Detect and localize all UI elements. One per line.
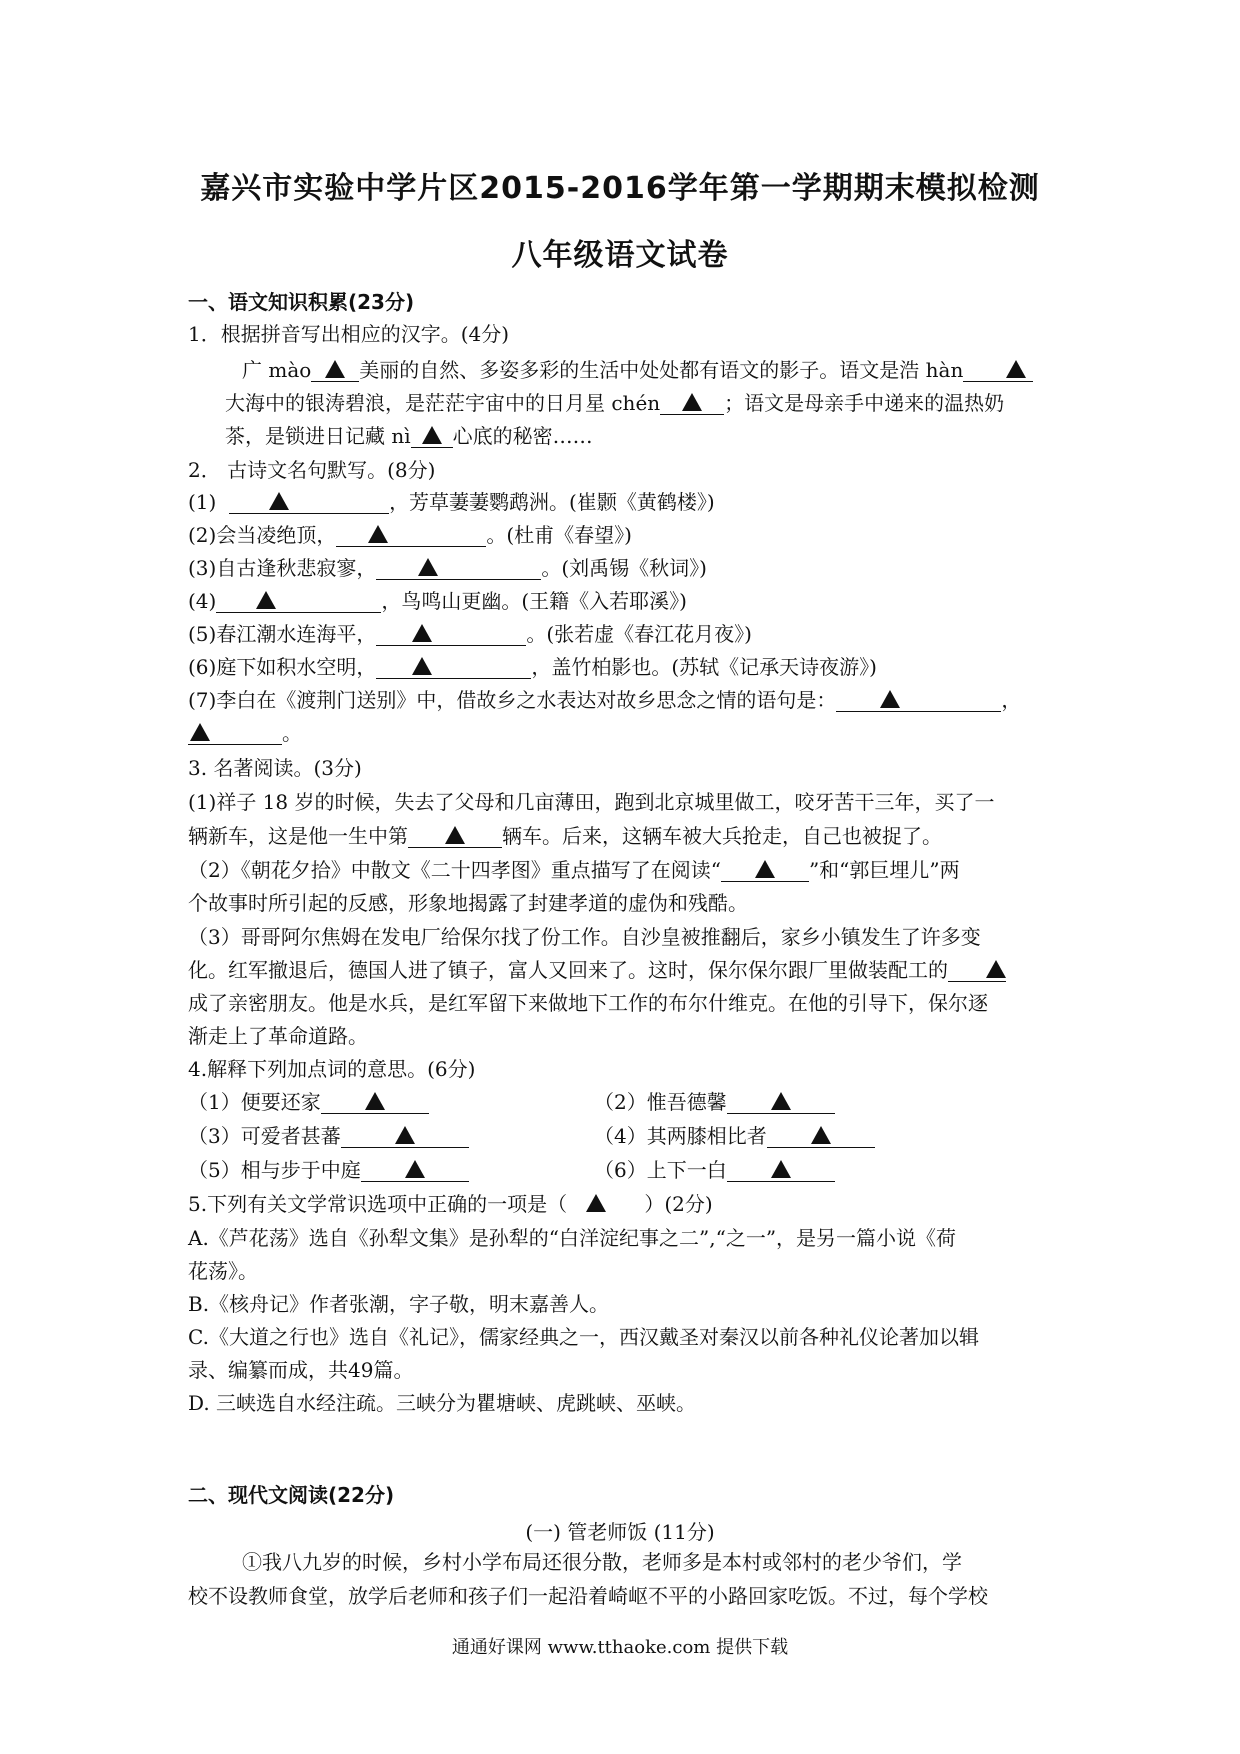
- triangle-marker-icon: [395, 1126, 415, 1144]
- q5-option-c-line-2: 录、编纂而成，共49篇。: [188, 1358, 414, 1382]
- passage-line-2: 校不设教师食堂，放学后老师和孩子们一起沿着崎岖不平的小路回家吃饭。不过，每个学校: [188, 1584, 988, 1608]
- q2-item-4: (4) ，鸟鸣山更幽。(王籍《入若耶溪》): [188, 589, 687, 613]
- q4-item-4: （4）其两膝相比者: [594, 1124, 875, 1148]
- q1-line-1: 广 mào 美丽的自然、多姿多彩的生活中处处都有语文的影子。语文是浩 hàn: [242, 358, 1033, 382]
- q2-item-2: (2)会当凌绝顶， 。(杜甫《春望》): [188, 523, 632, 547]
- triangle-marker-icon: [445, 826, 465, 844]
- q2-item-5: (5)春江潮水连海平， 。(张若虚《春江花月夜》): [188, 622, 752, 646]
- answer-blank[interactable]: [321, 1091, 429, 1114]
- q5-option-b: B.《核舟记》作者张潮，字子敬，明末嘉善人。: [188, 1292, 610, 1316]
- answer-blank[interactable]: [376, 557, 541, 580]
- answer-blank[interactable]: [376, 656, 531, 679]
- triangle-marker-icon: [368, 525, 388, 543]
- q4-item-2: （2）惟吾德馨: [594, 1090, 835, 1114]
- exam-title: 嘉兴市实验中学片区2015-2016学年第一学期期末模拟检测: [200, 171, 1040, 206]
- passage-line-1: ①我八九岁的时候，乡村小学布局还很分散，老师多是本村或邻村的老少爷们，学: [242, 1550, 962, 1574]
- answer-blank[interactable]: [411, 425, 453, 448]
- triangle-marker-icon: [880, 690, 900, 708]
- triangle-marker-icon: [256, 591, 276, 609]
- q5-option-a-line-2: 花荡》。: [188, 1259, 258, 1283]
- q3-a-line-1: (1)祥子 18 岁的时候，失去了父母和几亩薄田，跑到北京城里做工，咬牙苦干三年，买了一: [188, 790, 995, 814]
- reading-passage-title: (一) 管老师饭 (11分): [525, 1520, 715, 1544]
- answer-blank[interactable]: [727, 1091, 835, 1114]
- q4-item-3: （3）可爱者甚蕃: [188, 1124, 469, 1148]
- section-2-heading: 二、现代文阅读(22分): [188, 1483, 395, 1507]
- q4-item-5: （5）相与步于中庭: [188, 1158, 469, 1182]
- q3-b-line-2: 个故事时所引起的反感，形象地揭露了封建孝道的虚伪和残酷。: [188, 891, 748, 915]
- section-1-heading: 一、语文知识积累(23分): [188, 290, 415, 314]
- triangle-marker-icon: [412, 657, 432, 675]
- answer-blank[interactable]: [188, 722, 282, 745]
- q3-a-line-2: 辆新车，这是他一生中第 辆车。后来，这辆车被大兵抢走，自己也被捉了。: [188, 824, 942, 848]
- q3-b-line-1: （2）《朝花夕拾》中散文《二十四孝图》重点描写了在阅读“ ”和“郭巨埋儿”两: [188, 858, 960, 882]
- q5-stem: 5.下列有关文学常识选项中正确的一项是（ ）(2分): [188, 1192, 713, 1216]
- triangle-marker-icon: [771, 1092, 791, 1110]
- q5-option-a-line-1: A.《芦花荡》选自《孙犁文集》是孙犁的“白洋淀纪事之二”,“之一”，是另一篇小说《荷: [188, 1226, 957, 1250]
- answer-blank[interactable]: [836, 689, 1001, 712]
- q2-item-3: (3)自古逢秋悲寂寥， 。(刘禹锡《秋词》): [188, 556, 707, 580]
- triangle-marker-icon: [365, 1092, 385, 1110]
- triangle-marker-icon: [682, 393, 702, 411]
- answer-blank[interactable]: [336, 524, 486, 547]
- q2-item-7-cont: 。: [188, 721, 302, 745]
- q1-line-2: 大海中的银涛碧浪，是茫茫宇宙中的日月星 chén ；语文是母亲手中递来的温热奶: [225, 391, 1005, 415]
- q2-stem: 2． 古诗文名句默写。(8分): [188, 458, 436, 482]
- triangle-marker-icon: [405, 1160, 425, 1178]
- answer-blank[interactable]: [727, 1159, 835, 1182]
- triangle-marker-icon: [771, 1160, 791, 1178]
- q1-stem: 1．根据拼音写出相应的汉字。(4分): [188, 322, 510, 346]
- q2-item-1: (1) ，芳草萋萋鹦鹉洲。(崔颢《黄鹤楼》): [188, 490, 715, 514]
- answer-blank[interactable]: [408, 825, 502, 848]
- exam-subtitle: 八年级语文试卷: [511, 238, 729, 273]
- answer-blank[interactable]: [721, 859, 809, 882]
- answer-blank[interactable]: [963, 359, 1033, 382]
- q3-c-line-2: 化。红军撤退后，德国人进了镇子，富人又回来了。这时，保尔保尔跟厂里做装配工的: [188, 958, 1006, 982]
- answer-blank[interactable]: [948, 959, 1006, 982]
- answer-blank[interactable]: [767, 1125, 875, 1148]
- answer-blank[interactable]: [660, 392, 724, 415]
- q5-option-d: D. 三峡选自水经注疏。三峡分为瞿塘峡、虎跳峡、巫峡。: [188, 1391, 697, 1415]
- triangle-marker-icon: [1006, 360, 1026, 378]
- answer-blank[interactable]: [216, 590, 381, 613]
- triangle-marker-icon: [269, 492, 289, 510]
- q4-stem: 4.解释下列加点词的意思。(6分): [188, 1057, 476, 1081]
- q2-item-6: (6)庭下如积水空明， ，盖竹柏影也。(苏轼《记承天诗夜游》): [188, 655, 877, 679]
- triangle-marker-icon: [986, 960, 1006, 978]
- triangle-marker-icon: [325, 360, 345, 378]
- q3-stem: 3. 名著阅读。(3分): [188, 756, 362, 780]
- q3-c-line-3: 成了亲密朋友。他是水兵，是红军留下来做地下工作的布尔什维克。在他的引导下，保尔逐: [188, 991, 988, 1015]
- triangle-marker-icon: [422, 426, 442, 444]
- q4-item-6: （6）上下一白: [594, 1158, 835, 1182]
- triangle-marker-icon: [811, 1126, 831, 1144]
- q3-c-line-4: 渐走上了革命道路。: [188, 1024, 368, 1048]
- answer-blank[interactable]: [229, 491, 389, 514]
- answer-blank[interactable]: [376, 623, 526, 646]
- triangle-marker-icon: [412, 624, 432, 642]
- page-footer: 通通好课网 www.tthaoke.com 提供下载: [451, 1637, 789, 1658]
- answer-blank[interactable]: [361, 1159, 469, 1182]
- triangle-marker-icon: [418, 558, 438, 576]
- answer-blank[interactable]: [341, 1125, 469, 1148]
- triangle-marker-icon: [190, 723, 210, 741]
- q2-item-7: (7)李白在《渡荆门送别》中，借故乡之水表达对故乡思念之情的语句是： ，: [188, 688, 1022, 712]
- q4-item-1: （1）便要还家: [188, 1090, 429, 1114]
- answer-blank[interactable]: [311, 359, 359, 382]
- triangle-marker-icon: [586, 1194, 606, 1212]
- triangle-marker-icon: [755, 860, 775, 878]
- q1-line-3: 茶，是锁进日记藏 nì 心底的秘密……: [225, 424, 593, 448]
- q5-option-c-line-1: C.《大道之行也》选自《礼记》，儒家经典之一，西汉戴圣对秦汉以前各种礼仪论著加以辑: [188, 1325, 979, 1349]
- q3-c-line-1: （3）哥哥阿尔焦姆在发电厂给保尔找了份工作。自沙皇被推翻后，家乡小镇发生了许多变: [188, 925, 981, 949]
